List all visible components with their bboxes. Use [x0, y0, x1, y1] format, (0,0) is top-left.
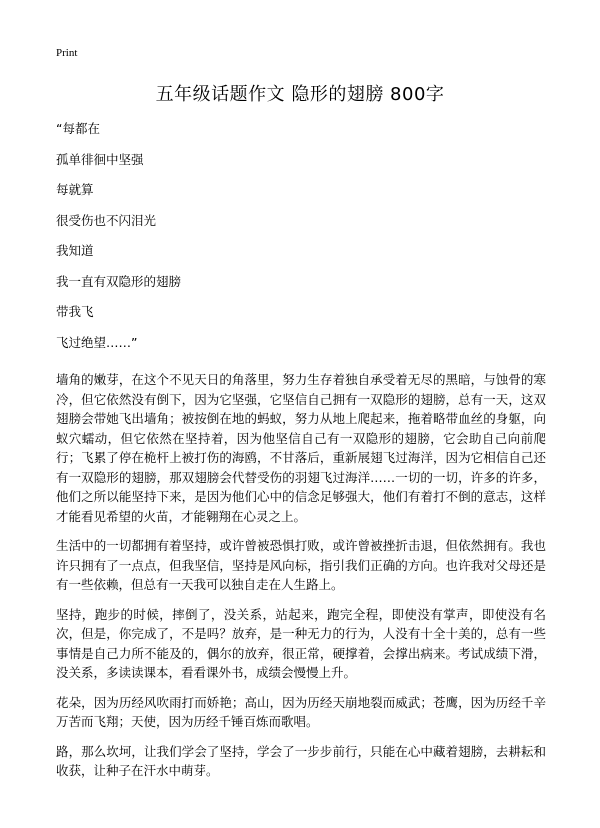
- article-paragraph: 坚持，跑步的时候，摔倒了，没关系，站起来，跑完全程，即使没有掌声，即使没有名次，但是，你完成了，不是吗？放弃，是一种无力的行为，人没有十全十美的，总有一些事情是自己力所不能及的，偶尔的放弃，很正常，硬撑着，会撑出病来。考试成绩下滑，没关系，多读读课本，看看课外书，成绩会慢慢上升。: [56, 606, 546, 680]
- poem-lines: [56, 122, 181, 366]
- article-paragraph: 路，那么坎坷，让我们学会了坚持，学会了一步步前行，只能在心中藏着翅膀，去耕耘和收获，让种子在汗水中萌芽。: [56, 743, 546, 778]
- print-link[interactable]: Print: [56, 47, 78, 59]
- poem-line: 带我飞: [56, 304, 94, 319]
- article-paragraph: 生活中的一切都拥有着坚持，或许曾被恐惧打败，或许曾被挫折击退，但依然拥有。我也许只拥有了一点点，但我坚信，坚持是风向标，指引我们正确的方向。也许我对父母还是有一些依赖，但总有一天我可以独自走在人生路上。: [56, 538, 546, 592]
- poem-line: 很受伤也不闪泪光: [56, 212, 157, 228]
- poem-line: 我一直有双隐形的翅膀: [56, 273, 182, 289]
- poem-line: 我知道: [56, 243, 94, 258]
- page-title: 五年级话题作文 隐形的翅膀 800字: [155, 84, 445, 105]
- article-paragraph: 墙角的嫩芽，在这个不见天日的角落里，努力生存着独自承受着无尽的黑暗，与蚀骨的寒冷，但它依然没有倒下，因为它坚强，它坚信自己拥有一双隐形的翅膀，总有一天，这双翅膀会带她飞出墙角；被按倒在地的蚂蚁，努力从地上爬起来，拖着略带血丝的身躯，向蚁穴蠕动，但它依然在坚持着，因为他坚信自己有一双隐形的翅膀，它会助自己向前爬行；飞累了停在桅杆上被打伤的海鸥，不甘落后，重新展翅飞过海洋，因为它相信自己还有一双隐形的翅膀，那双翅膀会代替受伤的羽翅飞过海洋……一切的一切，许多的许多，他们之所以能坚持下来，是因为他们心中的信念足够强大，他们有着打不倒的意志，这样才能看见希望的火苗，才能翱翔在心灵之上。: [56, 372, 546, 524]
- article-paragraph: 花朵，因为历经风吹雨打而娇艳；高山，因为历经天崩地裂而威武；苍鹰，因为历经千辛万苦而飞翔；天使，因为历经千锤百炼而歌唱。: [56, 694, 546, 729]
- poem-line: “每都在: [56, 121, 100, 136]
- article-body: [56, 370, 546, 791]
- poem-line: 飞过绝望……”: [56, 334, 138, 350]
- poem-line: 孤单徘徊中坚强: [56, 151, 144, 167]
- poem-line: 每就算: [56, 182, 94, 197]
